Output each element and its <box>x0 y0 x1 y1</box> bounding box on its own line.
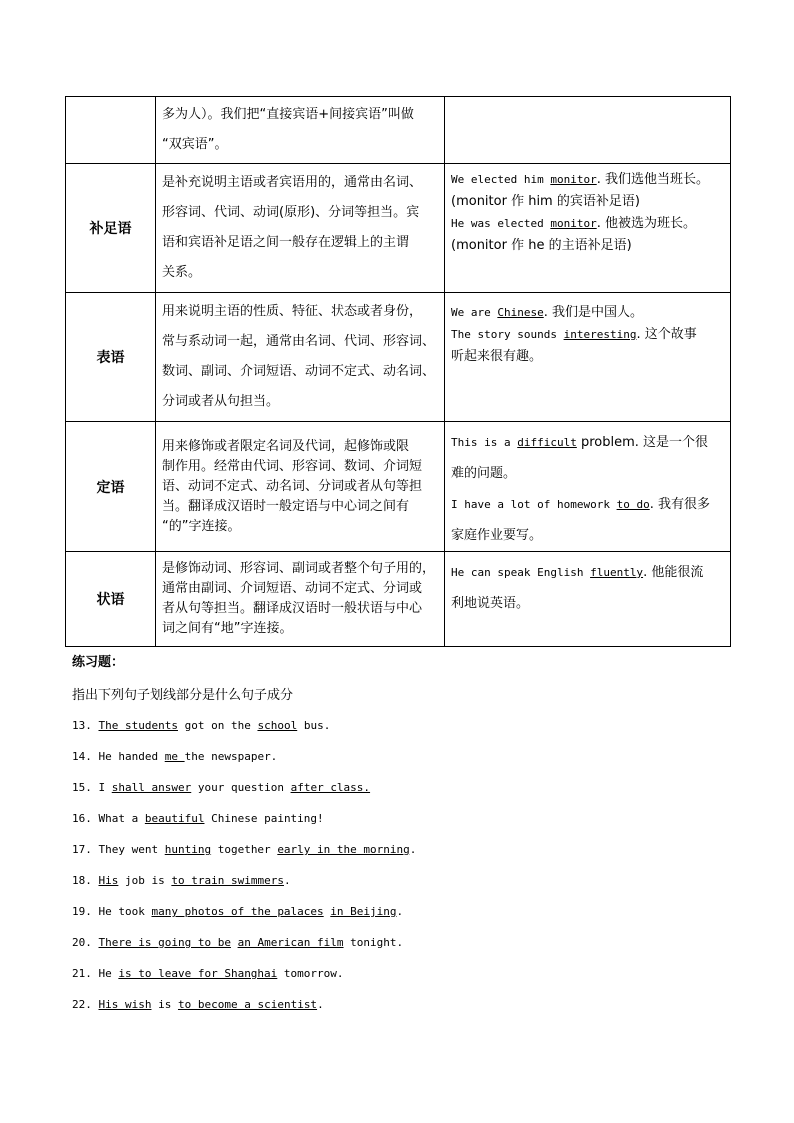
example-text: . 我有很多 <box>649 497 710 512</box>
description-line: 语、动词不定式、动名词、分词或者从句等担 <box>162 478 423 494</box>
underlined-component: His <box>98 874 119 887</box>
sentence-component-table <box>65 96 731 647</box>
example-line: 利地说英语。 <box>451 596 530 611</box>
description-line: 制作用。经常由代词、形容词、数词、介词短 <box>162 458 423 474</box>
underlined-component: beautiful <box>144 812 205 825</box>
term-cell: 定语 <box>66 422 156 552</box>
description-cell <box>156 164 445 293</box>
example-text: He was elected <box>451 217 551 230</box>
example-text: This is a <box>451 436 518 449</box>
exercise-item <box>72 966 416 997</box>
underlined-component: after class. <box>290 781 371 794</box>
term-cell: 表语 <box>66 293 156 422</box>
underlined-component: fluently <box>590 566 644 579</box>
sentence-text: job is <box>118 874 172 887</box>
description-line: 者从句等担当。翻译成汉语时一般状语与中心 <box>162 601 423 616</box>
sentence-text: 17. They went <box>72 843 165 856</box>
underlined-component: There is going to be <box>98 936 231 949</box>
example-line <box>451 324 724 346</box>
description-line: 当。翻译成汉语时一般定语与中心词之间有 <box>162 498 410 514</box>
exercise-instruction: 指出下列句子划线部分是什么句子成分 <box>72 688 294 703</box>
exercise-item <box>72 904 416 935</box>
example-text: The story sounds <box>451 328 564 341</box>
term-cell: 补足语 <box>66 164 156 293</box>
sentence-text: 16. What a <box>72 812 145 825</box>
example-text: . 他能很流 <box>643 565 704 580</box>
underlined-component: to become a scientist <box>177 998 318 1011</box>
example-cell-empty <box>445 97 731 164</box>
example-text: problem. 这是一个很 <box>576 435 709 450</box>
underlined-component: to train swimmers <box>171 874 284 887</box>
sentence-text: . <box>409 843 417 856</box>
example-text: We elected him <box>451 173 551 186</box>
underlined-component: is to leave for Shanghai <box>118 967 278 980</box>
exercise-item <box>72 842 416 873</box>
example-cell <box>445 422 731 552</box>
sentence-text: your question <box>191 781 291 794</box>
underlined-component: to do <box>616 498 650 511</box>
sentence-text: tomorrow. <box>277 967 344 980</box>
example-line <box>451 557 724 588</box>
example-text: . 他被选为班长。 <box>596 216 696 231</box>
example-line <box>451 213 724 235</box>
description-line: 关系。 <box>162 265 202 280</box>
description-line: 通常由副词、介词短语、动词不定式、分词或 <box>162 581 423 596</box>
sentence-text: together <box>211 843 278 856</box>
description-line: 形容词、代词、动词(原形)、分词等担当。宾 <box>162 205 420 220</box>
sentence-text: 21. He <box>72 967 119 980</box>
description-line: 是补充说明主语或者宾语用的，通常由名词、 <box>162 175 423 190</box>
sentence-text: 14. He handed <box>72 750 165 763</box>
table-row <box>66 552 731 647</box>
example-text: I have a lot of homework <box>451 498 617 511</box>
sentence-text: 19. He took <box>72 905 152 918</box>
sentence-text: is <box>151 998 178 1011</box>
exercise-item <box>72 749 416 780</box>
underlined-component: Chinese <box>497 306 544 319</box>
underlined-component: monitor <box>550 173 597 186</box>
sentence-text: . <box>283 874 291 887</box>
description-line: “双宾语”。 <box>162 137 228 152</box>
sentence-text: 20. <box>72 936 99 949</box>
example-cell <box>445 552 731 647</box>
table-row <box>66 164 731 293</box>
sentence-text: 15. I <box>72 781 112 794</box>
exercise-item <box>72 997 416 1028</box>
sentence-text: . <box>317 998 324 1011</box>
term-cell-empty <box>66 97 156 164</box>
description-cell <box>156 552 445 647</box>
underlined-component: interesting <box>563 328 637 341</box>
example-text: We are <box>451 306 498 319</box>
description-line: 语和宾语补足语之间一般存在逻辑上的主谓 <box>162 235 410 250</box>
description-line: 用来修饰或者限定名词及代词，起修饰或限 <box>162 438 410 454</box>
sentence-text: . <box>396 905 404 918</box>
exercise-item <box>72 935 416 966</box>
sentence-text: bus. <box>297 719 331 732</box>
table-row <box>66 97 731 164</box>
sentence-text <box>231 936 238 949</box>
example-line: (monitor 作 him 的宾语补足语) <box>451 194 640 209</box>
underlined-component: His wish <box>98 998 152 1011</box>
underlined-component: monitor <box>550 217 597 230</box>
sentence-text: got on the <box>177 719 258 732</box>
description-line: 是修饰动词、形容词、副词或者整个句子用的， <box>162 561 436 576</box>
description-line: “的”字连接。 <box>162 518 241 534</box>
example-line: 听起来很有趣。 <box>451 349 543 364</box>
underlined-component: an American film <box>237 936 344 949</box>
example-line <box>451 489 724 520</box>
example-line: (monitor 作 he 的主语补足语) <box>451 238 632 253</box>
underlined-component: in Beijing <box>330 905 397 918</box>
underlined-component: many photos of the palaces <box>151 905 324 918</box>
example-line <box>451 169 724 191</box>
example-line <box>451 302 724 324</box>
underlined-component: shall answer <box>111 781 192 794</box>
description-cell <box>156 422 445 552</box>
description-line: 分词或者从句担当。 <box>162 394 280 409</box>
sentence-text: tonight. <box>343 936 404 949</box>
example-cell <box>445 293 731 422</box>
description-line: 常与系动词一起，通常由名词、代词、形容词、 <box>162 334 436 349</box>
underlined-component: difficult <box>517 436 577 449</box>
example-line: 家庭作业要写。 <box>451 528 543 543</box>
description-cell <box>156 97 445 164</box>
underlined-component: school <box>257 719 298 732</box>
sentence-text: 22. <box>72 998 99 1011</box>
exercise-list <box>72 718 416 1028</box>
description-line: 用来说明主语的性质、特征、状态或者身份， <box>162 304 423 319</box>
exercise-item <box>72 780 416 811</box>
description-line: 词之间有“地”字连接。 <box>162 621 293 636</box>
sentence-text: 13. <box>72 719 99 732</box>
exercise-title: 练习题： <box>72 655 125 670</box>
example-text: He can speak English <box>451 566 591 579</box>
underlined-component: early in the morning <box>277 843 410 856</box>
sentence-text: the newspaper. <box>184 750 278 763</box>
term-cell: 状语 <box>66 552 156 647</box>
table-row <box>66 293 731 422</box>
description-cell <box>156 293 445 422</box>
exercise-item <box>72 873 416 904</box>
example-text: . 这个故事 <box>636 327 697 342</box>
exercise-item <box>72 811 416 842</box>
table-row <box>66 422 731 552</box>
description-line: 多为人）。我们把“直接宾语+间接宾语”叫做 <box>162 107 414 122</box>
example-text: . 我们是中国人。 <box>543 305 643 320</box>
exercise-item <box>72 718 416 749</box>
example-line <box>451 427 724 458</box>
underlined-component: The students <box>98 719 178 732</box>
sentence-text: 18. <box>72 874 99 887</box>
example-text: . 我们选他当班长。 <box>596 172 709 187</box>
underlined-component: me <box>164 750 185 763</box>
sentence-text: Chinese painting! <box>204 812 324 825</box>
underlined-component: hunting <box>164 843 212 856</box>
example-line: 难的问题。 <box>451 466 517 481</box>
example-cell <box>445 164 731 293</box>
description-line: 数词、副词、介词短语、动词不定式、动名词、 <box>162 364 436 379</box>
